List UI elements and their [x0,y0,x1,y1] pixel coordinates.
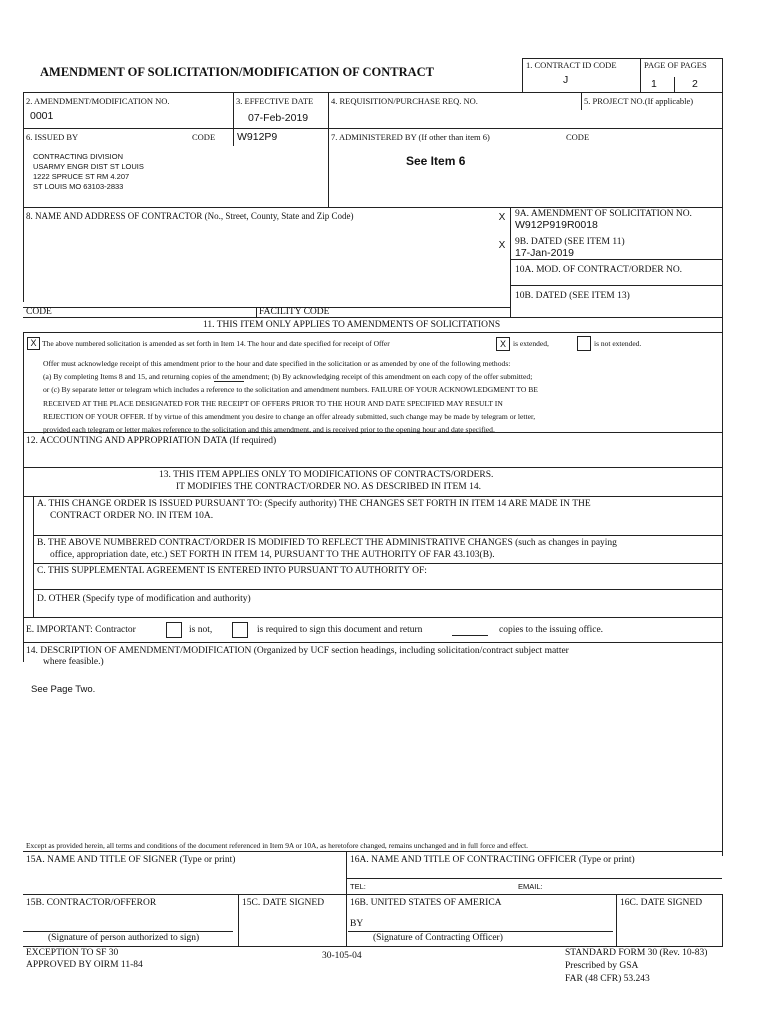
checkbox-9b[interactable]: X [498,240,506,251]
contractor-date-label: 15C. DATE SIGNED [242,898,325,908]
effective-date-label: 3. EFFECTIVE DATE [236,96,314,106]
terms-note: Except as provided herein, all terms and conditions of the document referenced in Item 9A or 10A, as heretofore changed, remains unchanged and in full force and effect. [26,841,529,850]
signer-name-label: 15A. NAME AND TITLE OF SIGNER (Type or print) [26,855,236,865]
item11-heading: 11. THIS ITEM ONLY APPLIES TO AMENDMENTS OF SOLICITATIONS [203,320,501,330]
description-label-2: where feasible.) [43,657,104,667]
amendment-no-value: 0001 [30,110,54,122]
item13b-line1: B. THE ABOVE NUMBERED CONTRACT/ORDER IS MODIFIED TO REFLECT THE ADMINISTRATIVE CHANGES (such as changes in paying [37,538,617,548]
officer-signature-caption: (Signature of Contracting Officer) [373,933,503,943]
checkbox-is-required[interactable] [232,622,248,638]
item13c-line: C. THIS SUPPLEMENTAL AGREEMENT IS ENTERED INTO PURSUANT TO AUTHORITY OF: [37,566,427,576]
extended-text: is extended, [513,339,549,348]
is-required-text: is required to sign this document and return [257,625,423,635]
facility-code-label: FACILITY CODE [259,307,330,317]
issued-code-label: CODE [192,132,216,142]
description-label-1: 14. DESCRIPTION OF AMENDMENT/MODIFICATION (Organized by UCF section headings, including solicitation/contract subject matter [26,646,569,656]
copies-text: copies to the issuing office. [499,625,604,635]
dated-9b-value: 17-Jan-2019 [515,247,574,259]
administered-by-label: 7. ADMINISTERED BY (If other than item 6) [331,132,490,142]
exception-line-1: EXCEPTION TO SF 30 [26,948,119,958]
exception-line-2: APPROVED BY OIRM 11-84 [26,960,143,970]
item13-heading-1: 13. THIS ITEM APPLIES ONLY TO MODIFICATIONS OF CONTRACTS/ORDERS. [159,470,494,480]
is-not-text: is not, [189,625,213,635]
contractor-code-label: CODE [26,307,52,317]
item13b-line2: office, appropriation date, etc.) SET FORTH IN ITEM 14, PURSUANT TO THE AUTHORITY OF FAR 43.103(B). [50,550,495,560]
usa-label: 16B. UNITED STATES OF AMERICA [350,898,502,908]
project-no-label: 5. PROJECT NO.(If applicable) [584,96,694,106]
by-label: BY [350,919,364,929]
item13-heading-2: IT MODIFIES THE CONTRACT/ORDER NO. AS DESCRIBED IN ITEM 14. [176,482,481,492]
standard-form-line-3: FAR (48 CFR) 53.243 [565,974,650,984]
contract-id-value: J [563,74,569,86]
copies-blank[interactable] [214,381,244,382]
admin-code-label: CODE [566,132,590,142]
checkbox-amended[interactable]: X [27,337,40,350]
issuer-address: CONTRACTING DIVISION USARMY ENGR DIST ST LOUIS 1222 SPRUCE ST RM 4.207 ST LOUIS MO 63103-2833 [33,152,144,191]
standard-form-line-1: STANDARD FORM 30 (Rev. 10-83) [565,948,708,958]
important-label: E. IMPORTANT: Contractor [26,625,136,635]
solicitation-no-value: W912P919R0018 [515,219,598,231]
item13a-line2: CONTRACT ORDER NO. IN ITEM 10A. [50,511,214,521]
form-number: 30-105-04 [322,951,362,961]
contract-id-label: 1. CONTRACT ID CODE [526,60,617,70]
checkbox-not-extended[interactable] [577,336,591,351]
mod-contract-label: 10A. MOD. OF CONTRACT/ORDER NO. [515,265,683,275]
contractor-label: 8. NAME AND ADDRESS OF CONTRACTOR (No., Street, County, State and Zip Code) [26,211,354,221]
dated-10b-label: 10B. DATED (SEE ITEM 13) [515,291,630,301]
issued-code-value: W912P9 [237,131,278,143]
solicitation-no-label: 9A. AMENDMENT OF SOLICITATION NO. [515,209,692,219]
issued-by-label: 6. ISSUED BY [26,132,79,142]
checkbox-extended[interactable]: X [496,337,510,351]
not-extended-text: is not extended. [594,339,642,348]
item13d-line: D. OTHER (Specify type of modification and authority) [37,594,251,604]
administered-by-value: See Item 6 [406,154,466,168]
email-label: EMAIL: [518,882,543,891]
acknowledgment-instructions: Offer must acknowledge receipt of this amendment prior to the hour and date specified in the solicitation or as amended by one of the following methods: (a) By completing Items 8 and 15, and returning copies of the amendment; (b) By acknowledging receipt of this amendment on each copy of the offer submitted; or (c) By separate letter or telegram which includes a reference to the solicitation and amendment numbers. FAILURE OF YOUR ACKNOWLEDGMENT TO BE RECEIVED AT THE PLACE DESIGNATED FOR THE RECEIPT OF OFFERS PRIOR TO THE HOUR AND DATE SPECIFIED MAY RESULT IN REJECTION OF YOUR OFFER. If by virtue of this amendment you desire to change an offer already submitted, such change may be made by telegram or letter, provided each telegram or letter makes reference to the solicitation and this amendment, and is received prior to the opening hour and date specified. [43,359,538,435]
standard-form-line-2: Prescribed by GSA [565,961,639,971]
contractor-offeror-label: 15B. CONTRACTOR/OFFEROR [26,898,157,908]
officer-name-label: 16A. NAME AND TITLE OF CONTRACTING OFFICER (Type or print) [350,855,635,865]
page-number: 1 [651,78,657,90]
copies-return-blank[interactable] [452,635,488,636]
officer-date-label: 16C. DATE SIGNED [620,898,703,908]
effective-date-value: 07-Feb-2019 [248,112,309,124]
accounting-label: 12. ACCOUNTING AND APPROPRIATION DATA (If required) [26,436,277,446]
requisition-label: 4. REQUISITION/PURCHASE REQ. NO. [331,96,478,106]
pages-total: 2 [692,78,698,90]
amendment-no-label: 2. AMENDMENT/MODIFICATION NO. [26,96,170,106]
item13a-line1: A. THIS CHANGE ORDER IS ISSUED PURSUANT TO: (Specify authority) THE CHANGES SET FORTH IN ITEM 14 ARE MADE IN THE [37,499,591,509]
page-of-pages-label: PAGE OF PAGES [644,60,707,70]
amended-text: The above numbered solicitation is amended as set forth in Item 14. The hour and date specified for receipt of Offer [42,339,390,348]
tel-label: TEL: [350,882,366,891]
form-title: AMENDMENT OF SOLICITATION/MODIFICATION OF CONTRACT [40,65,435,79]
checkbox-9a[interactable]: X [498,212,506,223]
checkbox-is-not[interactable] [166,622,182,638]
contractor-signature-caption: (Signature of person authorized to sign) [48,933,200,943]
description-body: See Page Two. [31,684,96,695]
dated-9b-label: 9B. DATED (SEE ITEM 11) [515,237,625,247]
